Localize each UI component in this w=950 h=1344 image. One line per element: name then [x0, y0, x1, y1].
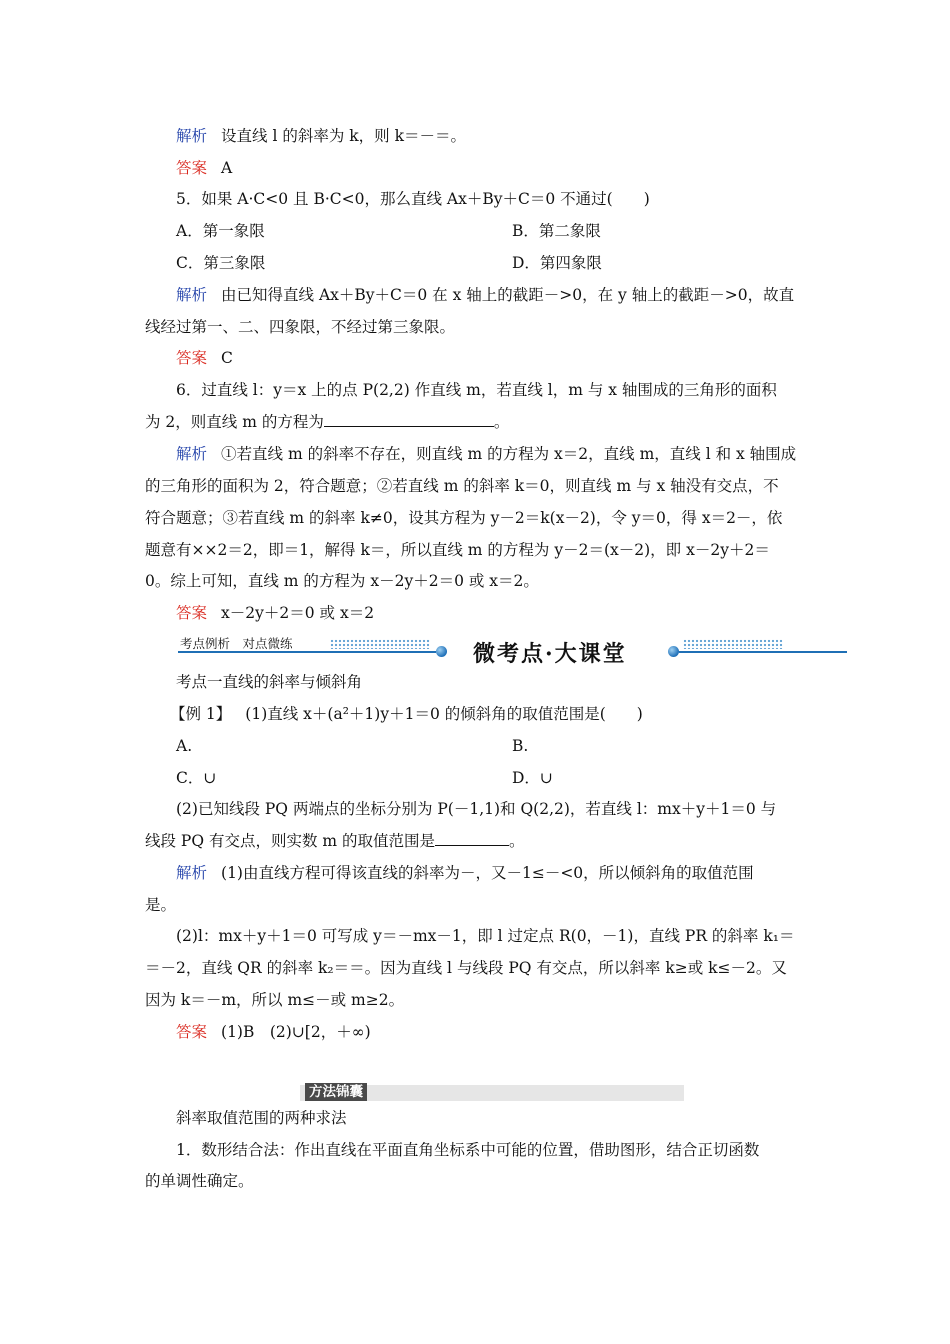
answer-text: (1)B (2)∪[2，＋∞) [221, 1023, 371, 1041]
section-heading: 考点一直线的斜率与倾斜角 [176, 673, 363, 691]
method-paragraph: 1．数形结合法：作出直线在平面直角坐标系中可能的位置，借助图形，结合正切函数 [176, 1141, 760, 1159]
solution-label: 解析 [176, 127, 208, 145]
solution-line [176, 443, 796, 465]
answer-line [176, 1021, 371, 1043]
solution-text: 题意有××2＝2，即＝1，解得 k＝，所以直线 m 的方程为 y－2＝(x－2)，即 x－2y＋2＝ [145, 541, 770, 559]
answer-label: 答案 [176, 349, 208, 367]
solution-line [176, 125, 466, 147]
example-label: 【例 1】 [170, 705, 232, 723]
option-b: B．第二象限 [512, 222, 601, 240]
answer-label: 答案 [176, 1023, 208, 1041]
option-d: D．∪ [512, 769, 553, 787]
option-b: B. [512, 737, 529, 755]
question-5: 5．如果 A·C<0 且 B·C<0，那么直线 Ax＋By＋C＝0 不通过( ) [176, 190, 650, 208]
solution-label: 解析 [176, 286, 208, 304]
solution-text: (1)由直线方程可得该直线的斜率为－，又－1≤－<0，所以倾斜角的取值范围 [221, 864, 754, 882]
band-rule-right [679, 651, 847, 653]
question-6-cont [145, 411, 509, 433]
answer-text: A [221, 159, 233, 177]
band-dots-left [330, 639, 430, 649]
solution-text: 线经过第一、二、四象限，不经过第三象限。 [145, 318, 456, 336]
band-dot-left [436, 646, 447, 657]
option-d: D．第四象限 [512, 254, 602, 272]
solution-text: 由已知得直线 Ax＋By＋C＝0 在 x 轴上的截距－>0，在 y 轴上的截距－>0，故直 [221, 286, 795, 304]
solution-text: 因为 k＝－m，所以 m≤－或 m≥2。 [145, 991, 405, 1009]
answer-text: x－2y＋2＝0 或 x＝2 [221, 604, 375, 622]
example-text: 线段 PQ 有交点，则实数 m 的取值范围是 [145, 832, 436, 850]
answer-line [176, 157, 232, 179]
solution-line [176, 284, 794, 306]
answer-line [176, 347, 233, 369]
band-subtitle: 考点例析 对点微练 [180, 636, 293, 651]
solution-text: 0。综上可知，直线 m 的方程为 x－2y＋2＝0 或 x＝2。 [145, 572, 539, 590]
answer-label: 答案 [176, 159, 208, 177]
example-text: 。 [509, 832, 525, 850]
option-a: A．第一象限 [176, 222, 265, 240]
option-a: A. [176, 737, 193, 755]
solution-text: 符合题意；③若直线 m 的斜率 k≠0，设其方程为 y－2＝k(x－2)，令 y＝0，得 x＝2－，依 [145, 509, 783, 527]
method-heading: 斜率取值范围的两种求法 [176, 1109, 347, 1127]
answer-text: C [221, 349, 233, 367]
method-paragraph-cont: 的单调性确定。 [145, 1172, 254, 1190]
answer-blank [435, 831, 509, 846]
question-6: 6．过直线 l：y＝x 上的点 P(2,2) 作直线 m，若直线 l，m 与 x 轴围成的三角形的面积 [176, 381, 777, 399]
question-text: 。 [493, 413, 510, 431]
solution-label: 解析 [176, 445, 208, 463]
option-c: C．∪ [176, 769, 217, 787]
solution-line [176, 862, 754, 884]
solution-text: ＝－2，直线 QR 的斜率 k₂＝＝。因为直线 l 与线段 PQ 有交点，所以斜率 k≥或 k≤－2。又 [145, 959, 787, 977]
solution-label: 解析 [176, 864, 208, 882]
question-text: 为 2，则直线 m 的方程为 [145, 413, 324, 431]
method-label: 方法锦囊 [305, 1083, 367, 1101]
option-c: C．第三象限 [176, 254, 266, 272]
band-dot-right [668, 646, 679, 657]
solution-text: (2)l：mx＋y＋1＝0 可写成 y＝－mx－1，即 l 过定点 R(0，－1)，直线 PR 的斜率 k₁＝ [176, 927, 795, 945]
solution-text: 是。 [145, 896, 177, 914]
solution-text: ①若直线 m 的斜率不存在，则直线 m 的方程为 x＝2，直线 m，直线 l 和 x 轴围成 [221, 445, 797, 463]
solution-text: 的三角形的面积为 2，符合题意；②若直线 m 的斜率 k＝0，则直线 m 与 x 轴没有交点，不 [145, 477, 779, 495]
example-1 [170, 703, 643, 725]
answer-label: 答案 [176, 604, 208, 622]
answer-blank [324, 412, 494, 427]
band-title: 微考点·大课堂 [473, 641, 627, 667]
example-text: (1)直线 x＋(a²＋1)y＋1＝0 的倾斜角的取值范围是( ) [245, 705, 643, 723]
band-rule-left [178, 651, 436, 653]
band-dots-right [683, 639, 783, 649]
answer-line [176, 602, 374, 624]
example-part-2: (2)已知线段 PQ 两端点的坐标分别为 P(－1,1)和 Q(2,2)，若直线 l：mx＋y＋1＝0 与 [176, 800, 777, 818]
solution-text: 设直线 l 的斜率为 k，则 k＝－＝。 [221, 127, 466, 145]
example-part-2-cont [145, 830, 525, 852]
